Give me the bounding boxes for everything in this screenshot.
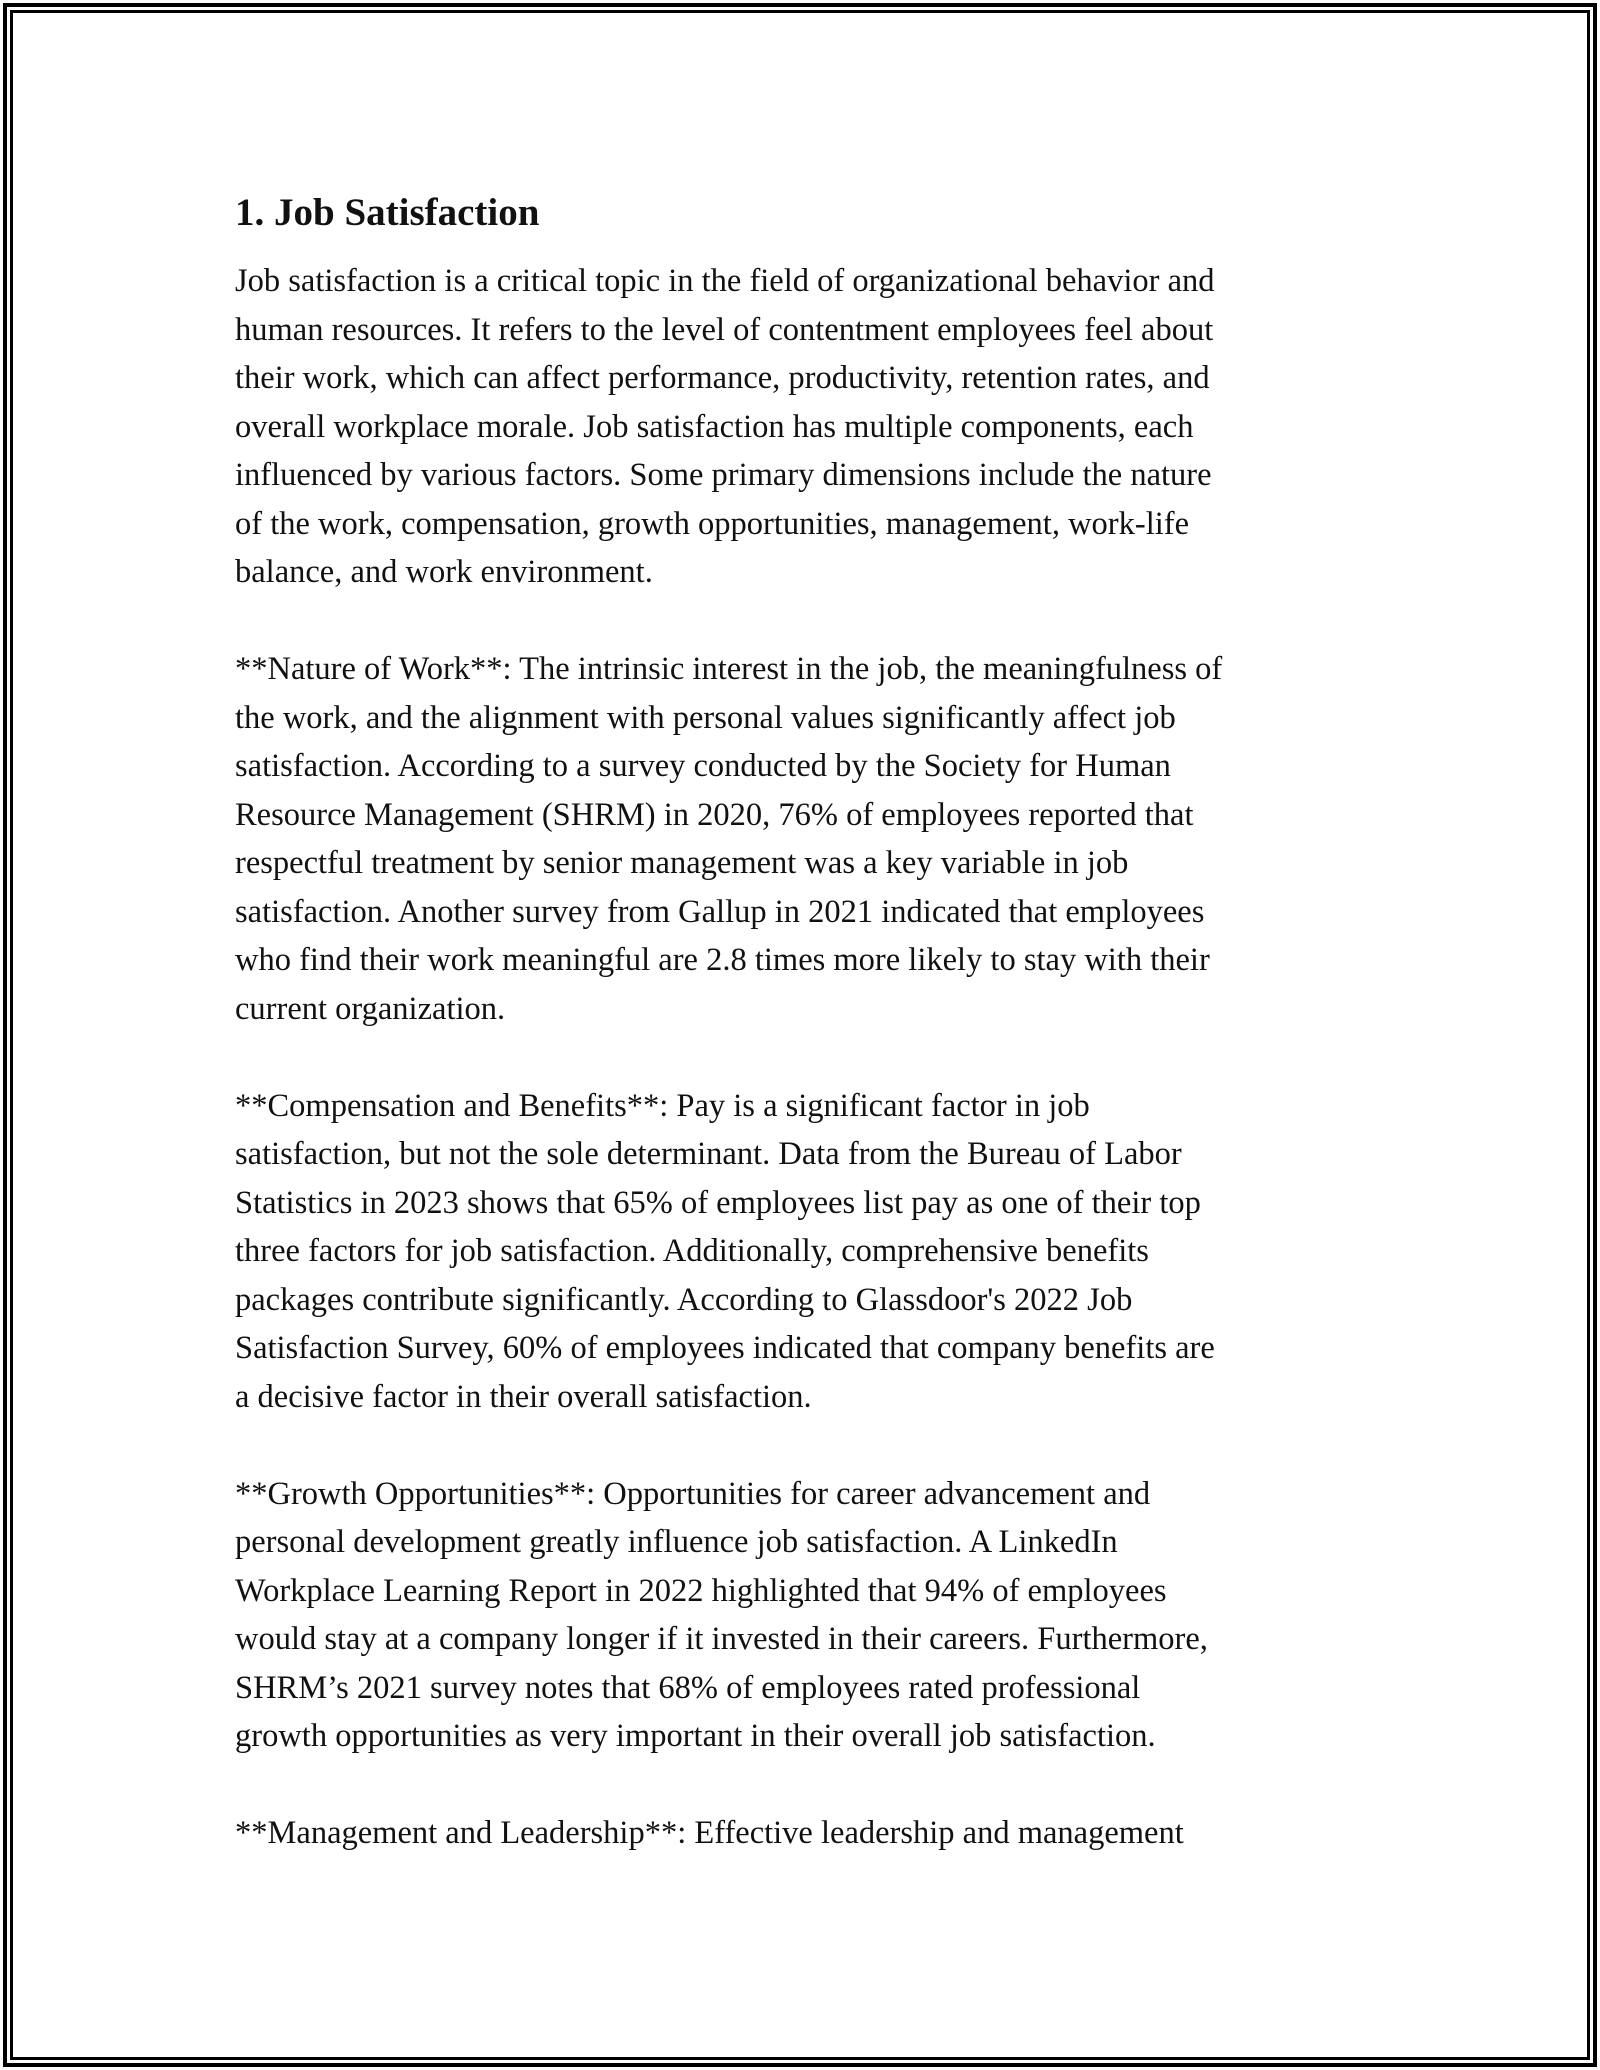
text-line: would stay at a company longer if it invested in their careers. Furthermore, <box>235 1621 1208 1657</box>
paragraph-nature-of-work <box>235 645 1365 1033</box>
text-line: **Growth Opportunities**: Opportunities for career advancement and <box>235 1475 1151 1512</box>
text-line: Workplace Learning Report in 2022 highlighted that 94% of employees <box>235 1572 1167 1609</box>
text-line: respectful treatment by senior management was a key variable in job <box>235 845 1129 881</box>
text-line: satisfaction. According to a survey conducted by the Society for Human <box>235 748 1171 784</box>
text-line: Statistics in 2023 shows that 65% of employees list pay as one of their top <box>235 1184 1201 1221</box>
text-line: a decisive factor in their overall satisfaction. <box>235 1378 812 1415</box>
paragraph-growth-opportunities <box>235 1470 1365 1761</box>
text-line: Satisfaction Survey, 60% of employees indicated that company benefits are <box>235 1330 1215 1366</box>
text-line: the work, and the alignment with personal values significantly affect job <box>235 699 1176 736</box>
text-line: personal development greatly influence job satisfaction. A LinkedIn <box>235 1524 1118 1560</box>
paragraph-intro <box>235 257 1365 597</box>
text-line: current organization. <box>235 990 506 1027</box>
text-line: satisfaction, but not the sole determinant. Data from the Bureau of Labor <box>235 1136 1182 1172</box>
text-line: Job satisfaction is a critical topic in the field of organizational behavior and <box>235 263 1215 299</box>
text-line: **Nature of Work**: The intrinsic interest in the job, the meaningfulness of <box>235 651 1223 687</box>
paragraph-compensation-benefits <box>235 1082 1365 1422</box>
text-line: of the work, compensation, growth opportunities, management, work-life <box>235 505 1190 542</box>
text-line: SHRM’s 2021 survey notes that 68% of employees rated professional <box>235 1669 1141 1706</box>
text-line: who find their work meaningful are 2.8 times more likely to stay with their <box>235 942 1210 978</box>
section-heading: 1. Job Satisfaction <box>235 191 540 234</box>
text-line: balance, and work environment. <box>235 554 653 590</box>
document-body <box>235 183 1365 1906</box>
text-line: human resources. It refers to the level of contentment employees feel about <box>235 311 1214 348</box>
text-line: **Compensation and Benefits**: Pay is a significant factor in job <box>235 1087 1090 1124</box>
text-line: growth opportunities as very important in their overall job satisfaction. <box>235 1718 1156 1754</box>
text-line: overall workplace morale. Job satisfaction has multiple components, each <box>235 408 1194 445</box>
text-line: satisfaction. Another survey from Gallup in 2021 indicated that employees <box>235 893 1205 930</box>
text-line: packages contribute significantly. According to Glassdoor's 2022 Job <box>235 1281 1133 1318</box>
text-line: three factors for job satisfaction. Additionally, comprehensive benefits <box>235 1233 1149 1269</box>
paragraph-management-leadership <box>235 1809 1365 1858</box>
text-line: **Management and Leadership**: Effective leadership and management <box>235 1815 1184 1851</box>
text-line: Resource Management (SHRM) in 2020, 76% of employees reported that <box>235 796 1194 833</box>
text-line: influenced by various factors. Some primary dimensions include the nature <box>235 457 1212 493</box>
text-line: their work, which can affect performance, productivity, retention rates, and <box>235 360 1210 396</box>
